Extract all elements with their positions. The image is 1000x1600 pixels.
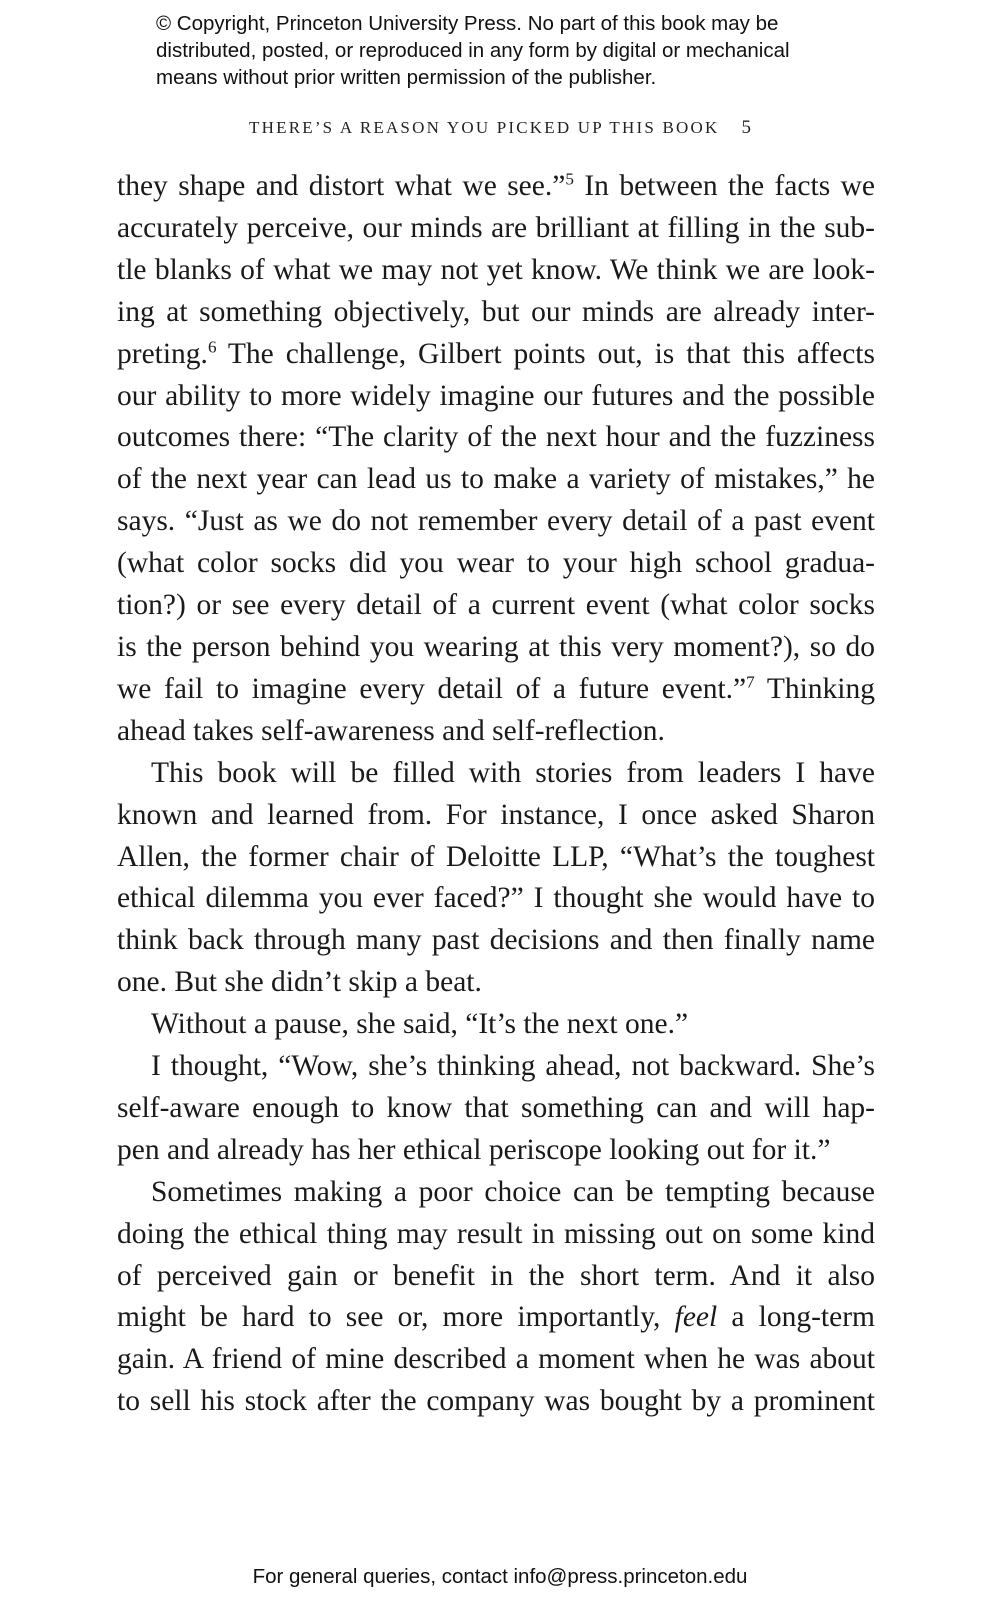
text-line: tion?) or see every detail of a current event (what color socks [117,589,875,622]
text-line: think back through many past decisions and then finally name [117,924,875,957]
copyright-line: means without prior written permission of the publisher. [156,66,657,89]
text-line: known and learned from. For instance, I once asked Sharon [117,798,875,831]
text-segment: preting. [117,337,208,370]
text-line: our ability to more widely imagine our futures and the possible [117,379,875,412]
text-line: self-aware enough to know that something can and will hap- [117,1091,875,1124]
text-line: says. “Just as we do not remember every detail of a past event [117,505,875,538]
text-segment: In between the facts we [573,170,875,202]
text-line: ahead takes self-awareness and self-reflection. [117,714,665,747]
text-line: accurately perceive, our minds are brilliant at filling in the sub- [117,211,875,244]
footnote-ref-6: 6 [207,337,217,357]
text-line [117,334,875,376]
text-line: Allen, the former chair of Deloitte LLP, “What’s the toughest [117,840,875,873]
text-segment: might be hard to see or, more importantly, [117,1301,675,1334]
text-line: of perceived gain or benefit in the short term. And it also [117,1259,875,1292]
copyright-line: © Copyright, Princeton University Press. No part of this book may be [156,12,779,35]
text-line: doing the ethical thing may result in missing out on some kind [117,1217,875,1250]
text-line: pen and already has her ethical periscope looking out for it.” [117,1133,831,1166]
text-line: ethical dilemma you ever faced?” I thought she would have to [117,882,875,915]
text-line: is the person behind you wearing at this very moment?), so do [117,630,875,663]
text-line: of the next year can lead us to make a variety of mistakes,” he [117,463,875,496]
running-head [0,117,1000,139]
text-segment: they shape and distort what we see.” [117,170,566,202]
text-line [117,1297,875,1339]
text-line: This book will be filled with stories from leaders I have [151,756,875,789]
text-segment: a long-term [717,1301,875,1334]
copyright-notice [156,10,876,91]
text-line: outcomes there: “The clarity of the next hour and the fuzziness [117,421,875,454]
running-head-title: THERE’S A REASON YOU PICKED UP THIS BOOK [249,118,720,137]
text-line: gain. A friend of mine described a moment when he was about [117,1343,875,1376]
text-line: ing at something objectively, but our minds are already inter- [117,295,875,328]
footnote-ref-5: 5 [565,169,574,189]
text-line: tle blanks of what we may not yet know. We think we are look- [117,253,875,286]
page-number: 5 [741,117,751,138]
text-line: Without a pause, she said, “It’s the next one.” [151,1008,689,1041]
text-line [117,166,875,208]
footnote-ref-7: 7 [746,672,755,692]
text-line: Sometimes making a poor choice can be tempting because [151,1175,875,1208]
text-line: one. But she didn’t skip a beat. [117,966,482,999]
text-line: (what color socks did you wear to your high school gradua- [117,547,875,580]
text-line [117,669,875,711]
copyright-line: distributed, posted, or reproduced in any form by digital or mechanical [156,39,790,62]
footer-contact: For general queries, contact info@press.princeton.edu [252,1565,748,1588]
text-line: to sell his stock after the company was bought by a prominent [117,1385,875,1418]
body-text [117,166,875,1423]
text-segment: Thinking [754,672,875,705]
text-segment: we fail to imagine every detail of a future event.” [117,672,747,705]
emphasis: feel [674,1301,718,1334]
text-line: I thought, “Wow, she’s thinking ahead, not backward. She’s [151,1050,875,1083]
text-segment: The challenge, Gilbert points out, is that this affects [216,337,875,370]
